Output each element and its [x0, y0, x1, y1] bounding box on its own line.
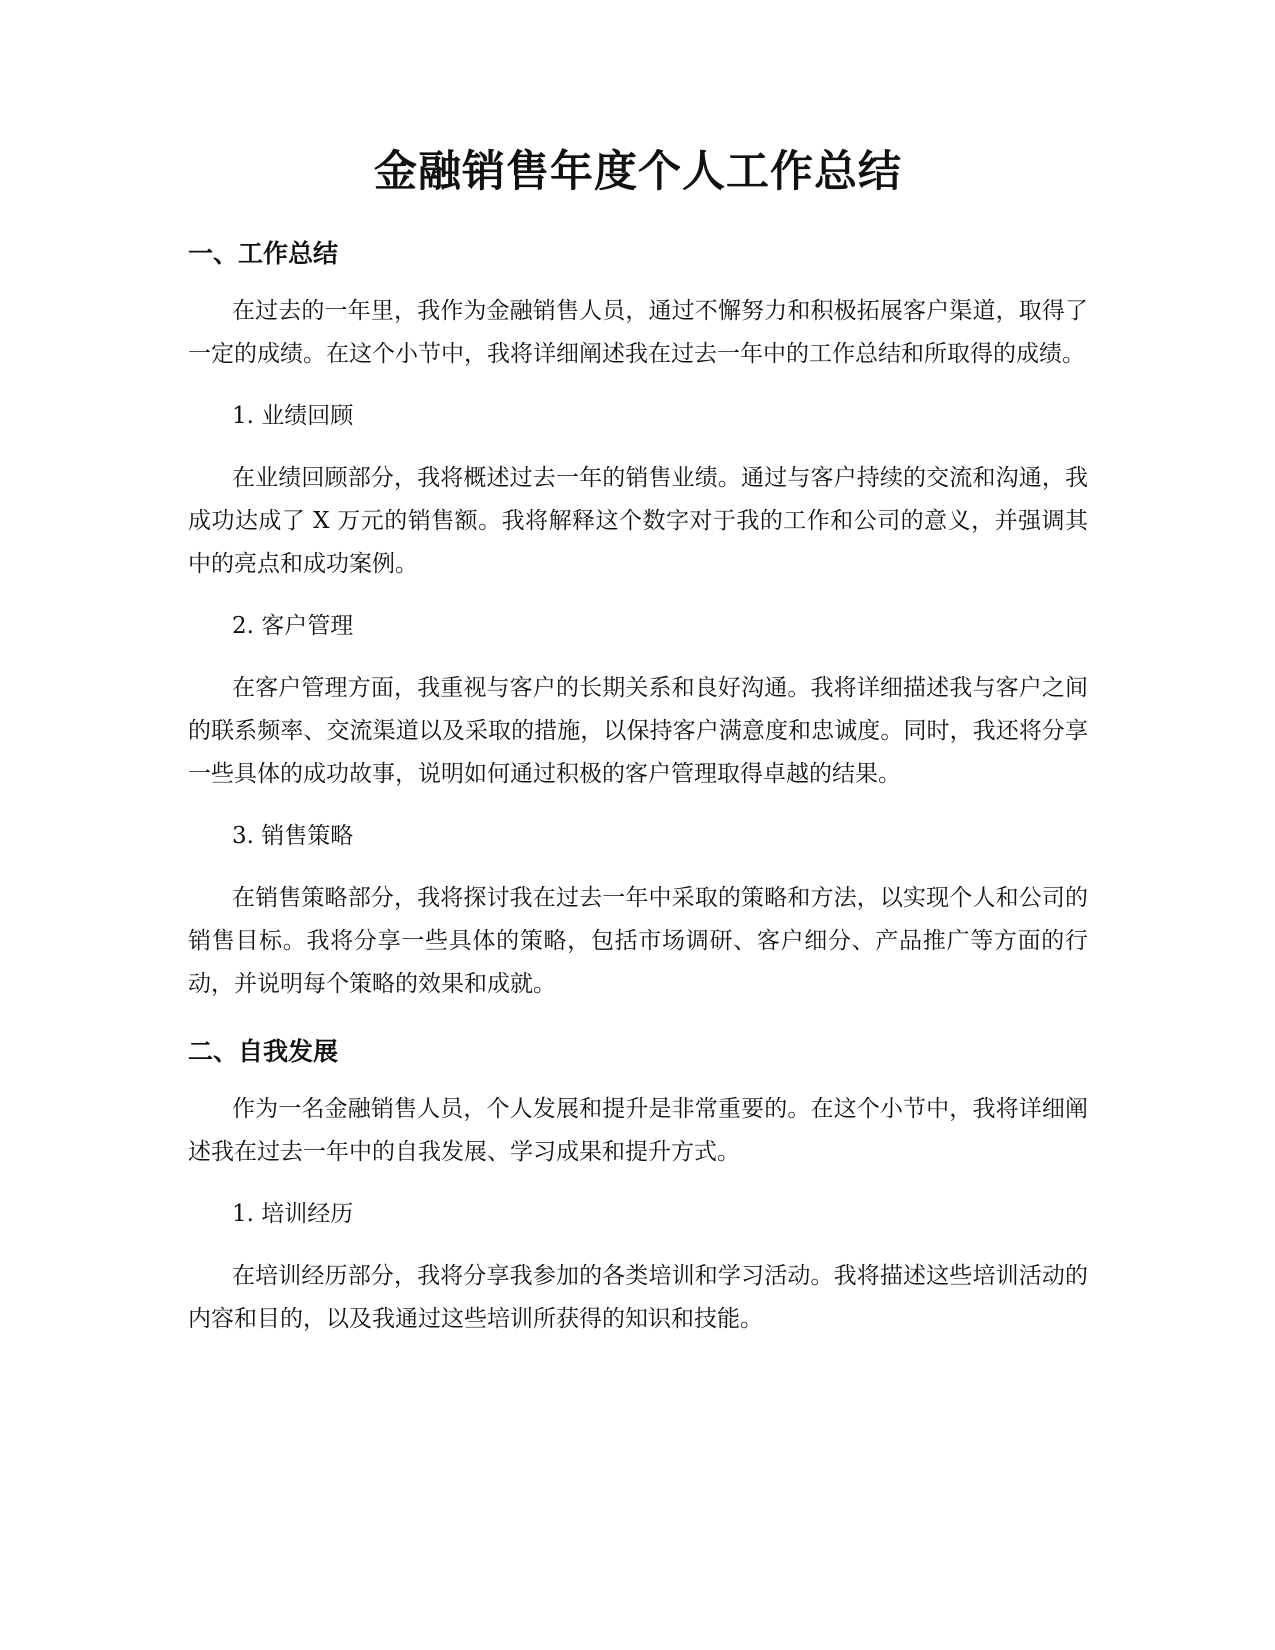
subsection-heading-client-management: 2. 客户管理 — [232, 613, 354, 639]
subsection-heading-sales-strategy: 3. 销售策略 — [232, 823, 354, 849]
subsection-body-sales-strategy: 在销售策略部分，我将探讨我在过去一年中采取的策略和方法，以实现个人和公司的销售目标。我将分享一些具体的策略，包括市场调研、客户细分、产品推广等方面的行动，并说明每个策略的效果和成就。 — [188, 885, 1088, 997]
subsection-body-client-management: 在客户管理方面，我重视与客户的长期关系和良好沟通。我将详细描述我与客户之间的联系频率、交流渠道以及采取的措施，以保持客户满意度和忠诚度。同时，我还将分享一些具体的成功故事，说明如何通过积极的客户管理取得卓越的结果。 — [188, 675, 1088, 787]
section-heading-self-development: 二、自我发展 — [188, 1037, 339, 1066]
document-content — [188, 140, 1088, 1360]
section-intro-self-development: 作为一名金融销售人员，个人发展和提升是非常重要的。在这个小节中，我将详细阐述我在过去一年中的自我发展、学习成果和提升方式。 — [188, 1096, 1088, 1165]
subsection-heading-performance-review: 1. 业绩回顾 — [232, 403, 354, 429]
subsection-body-training-experience: 在培训经历部分，我将分享我参加的各类培训和学习活动。我将描述这些培训活动的内容和目的，以及我通过这些培训所获得的知识和技能。 — [188, 1263, 1088, 1332]
section-heading-work-summary: 一、工作总结 — [188, 239, 339, 268]
section-intro-work-summary: 在过去的一年里，我作为金融销售人员，通过不懈努力和积极拓展客户渠道，取得了一定的成绩。在这个小节中，我将详细阐述我在过去一年中的工作总结和所取得的成绩。 — [188, 298, 1088, 367]
subsection-body-performance-review: 在业绩回顾部分，我将概述过去一年的销售业绩。通过与客户持续的交流和沟通，我成功达成了 X 万元的销售额。我将解释这个数字对于我的工作和公司的意义，并强调其中的亮点和成功案例。 — [188, 465, 1088, 577]
subsection-heading-training-experience: 1. 培训经历 — [232, 1201, 354, 1227]
document-title: 金融销售年度个人工作总结 — [374, 147, 902, 197]
